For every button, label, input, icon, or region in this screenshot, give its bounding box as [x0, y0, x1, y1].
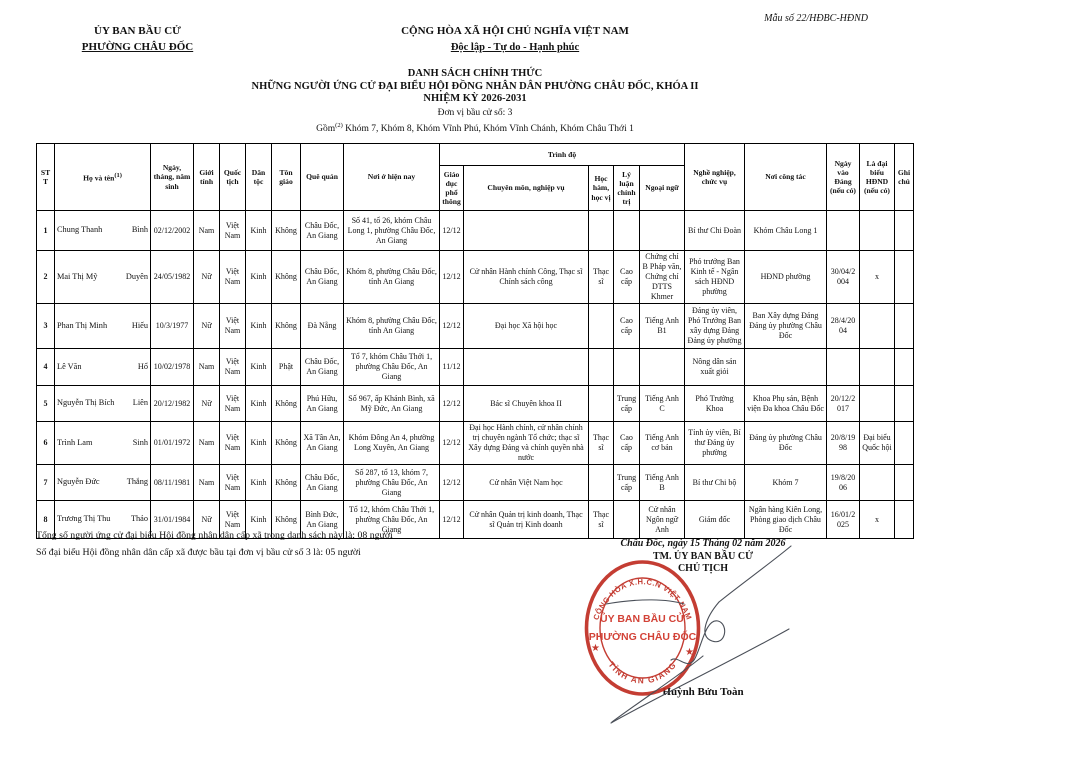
col-header-language: Ngoại ngữ	[640, 166, 685, 211]
cell-religion: Phật	[272, 349, 301, 386]
cell-politics: Cao cấp	[614, 422, 640, 465]
cell-hometown: Xã Tân An, An Giang	[301, 422, 344, 465]
cell-hometown: Phú Hữu, An Giang	[301, 386, 344, 422]
cell-council	[860, 465, 895, 501]
stamp-center-line2: PHƯỜNG CHÂU ĐỐC	[588, 631, 697, 643]
cell-party_date: 30/04/2004	[827, 251, 860, 304]
cell-occupation: Bí thư Chi bộ	[685, 465, 745, 501]
cell-religion: Không	[272, 422, 301, 465]
cell-name: Nguyễn Thị Bích Liên	[55, 386, 151, 422]
table-row	[37, 349, 914, 386]
col-header-hometown: Quê quán	[301, 144, 344, 211]
cell-gender: Nữ	[194, 304, 220, 349]
col-header-religion: Tôn giáo	[272, 144, 301, 211]
cell-religion: Không	[272, 251, 301, 304]
cell-residence: Khóm Đông An 4, phường Long Xuyên, An Giang	[344, 422, 440, 465]
cell-name: Lê Văn Hổ	[55, 349, 151, 386]
cell-ethnicity: Kinh	[246, 465, 272, 501]
cell-professional: Cử nhân Hành chính Công, Thạc sĩ Chính sách công	[464, 251, 589, 304]
cell-stt: 4	[37, 349, 55, 386]
cell-notes	[895, 211, 914, 251]
issuer-line1: ỦY BAN BẦU CỬ	[94, 25, 181, 37]
cell-workplace: Đảng ủy phường Châu Đốc	[745, 422, 827, 465]
form-number: Mẫu số 22/HĐBC-HĐND	[764, 13, 868, 24]
cell-residence: Tổ 7, khóm Châu Thới 1, phường Châu Đốc, An Giang	[344, 349, 440, 386]
cell-education: 12/12	[440, 251, 464, 304]
col-group-header: Trình độ	[440, 144, 685, 166]
cell-religion: Không	[272, 304, 301, 349]
cell-professional: Cử nhân Quản trị kinh doanh, Thạc sĩ Quản trị Kinh doanh	[464, 501, 589, 539]
cell-residence: Số 41, tổ 26, khóm Châu Long 1, phường Châu Đốc, An Giang	[344, 211, 440, 251]
cell-nationality: Việt Nam	[220, 386, 246, 422]
cell-gender: Nữ	[194, 251, 220, 304]
table-row	[37, 304, 914, 349]
cell-ethnicity: Kinh	[246, 501, 272, 539]
cell-party_date: 28/4/2004	[827, 304, 860, 349]
stamp-center-line1: ỦY BAN BẦU CỬ	[600, 613, 685, 625]
cell-hometown: Châu Đốc, An Giang	[301, 251, 344, 304]
cell-workplace: Khóm Châu Long 1	[745, 211, 827, 251]
cell-name: Trình Lam Sinh	[55, 422, 151, 465]
stamp-ring-text-top: CỘNG HÒA X.H.C.N VIỆT NAM	[591, 577, 694, 622]
cell-ethnicity: Kinh	[246, 386, 272, 422]
cell-council: x	[860, 501, 895, 539]
title-line1: DANH SÁCH CHÍNH THỨC	[407, 68, 543, 79]
cell-gender: Nữ	[194, 386, 220, 422]
cell-professional: Đại học Hành chính, cử nhân chính trị chuyên ngành Tổ chức; thạc sĩ Xây dựng Đảng và chính quyền nhà nước	[464, 422, 589, 465]
cell-language	[640, 211, 685, 251]
cell-language: Chứng chỉ B Pháp văn, Chứng chỉ DTTS Khmer	[640, 251, 685, 304]
title-block	[140, 68, 810, 136]
cell-professional: Bác sĩ Chuyên khoa II	[464, 386, 589, 422]
cell-stt: 2	[37, 251, 55, 304]
col-header-professional: Chuyên môn, nghiệp vụ	[464, 166, 589, 211]
cell-residence: Số 287, tổ 13, khóm 7, phường Châu Đốc, An Giang	[344, 465, 440, 501]
col-header-notes: Ghi chú	[895, 144, 914, 211]
cell-workplace	[745, 349, 827, 386]
cell-occupation: Đảng ủy viên, Phó Trưởng Ban xây dựng Đảng Đảng ủy phường	[685, 304, 745, 349]
national-header	[330, 24, 700, 55]
cell-occupation: Giám đốc	[685, 501, 745, 539]
cell-occupation: Tỉnh ủy viên, Bí thư Đảng ủy phường	[685, 422, 745, 465]
signer-name: Huỳnh Bửu Toàn	[662, 686, 744, 698]
table-row	[37, 251, 914, 304]
totals-line2: Số đại biểu Hội đồng nhân dân cấp xã được bầu tại đơn vị bầu cử số 3 là: 05 người	[36, 547, 361, 559]
cell-religion: Không	[272, 211, 301, 251]
cell-residence: Tổ 12, khóm Châu Thới 1, phường Châu Đốc, An Giang	[344, 501, 440, 539]
cell-politics	[614, 349, 640, 386]
cell-council	[860, 349, 895, 386]
cell-party_date: 20/8/1998	[827, 422, 860, 465]
table-row	[37, 211, 914, 251]
issuer-block	[40, 24, 235, 56]
col-header-stt: STT	[37, 144, 55, 211]
stamp-ring-text-bottom: TỈNH AN GIANG	[606, 660, 679, 686]
cell-stt: 7	[37, 465, 55, 501]
cell-politics: Cao cấp	[614, 251, 640, 304]
cell-religion: Không	[272, 386, 301, 422]
cell-academic	[589, 465, 614, 501]
cell-nationality: Việt Nam	[220, 465, 246, 501]
cell-politics: Trung cấp	[614, 386, 640, 422]
svg-text:TỈNH AN GIANG	[606, 660, 678, 685]
cell-name: Nguyễn Đức Thắng	[55, 465, 151, 501]
cell-council	[860, 386, 895, 422]
cell-academic	[589, 386, 614, 422]
national-motto-line1: CỘNG HÒA XÃ HỘI CHỦ NGHĨA VIỆT NAM	[401, 25, 629, 37]
cell-party_date	[827, 349, 860, 386]
cell-stt: 8	[37, 501, 55, 539]
cell-notes	[895, 251, 914, 304]
cell-notes	[895, 386, 914, 422]
cell-ethnicity: Kinh	[246, 211, 272, 251]
col-header-nationality: Quốc tịch	[220, 144, 246, 211]
cell-nationality: Việt Nam	[220, 304, 246, 349]
cell-education: 11/12	[440, 349, 464, 386]
cell-stt: 3	[37, 304, 55, 349]
cell-stt: 6	[37, 422, 55, 465]
cell-ethnicity: Kinh	[246, 422, 272, 465]
cell-residence: Số 967, ấp Khánh Bình, xã Mỹ Đức, An Giang	[344, 386, 440, 422]
cell-language: Cử nhân Ngôn ngữ Anh	[640, 501, 685, 539]
cell-occupation: Phó trưởng Ban Kinh tế - Ngân sách HĐND phường	[685, 251, 745, 304]
cell-academic: Thạc sĩ	[589, 501, 614, 539]
cell-stt: 5	[37, 386, 55, 422]
cell-education: 12/12	[440, 501, 464, 539]
title-unit-line: Đơn vị bầu cử số: 3	[437, 107, 513, 118]
cell-language: Tiếng Anh B1	[640, 304, 685, 349]
cell-stt: 1	[37, 211, 55, 251]
cell-name: Mai Thị Mỹ Duyên	[55, 251, 151, 304]
cell-politics: Cao cấp	[614, 304, 640, 349]
cell-religion: Không	[272, 501, 301, 539]
col-header-education: Giáo dục phổ thông	[440, 166, 464, 211]
stamp-star-left: ★	[591, 643, 600, 654]
cell-occupation: Phó Trưởng Khoa	[685, 386, 745, 422]
cell-academic	[589, 304, 614, 349]
cell-dob: 10/3/1977	[151, 304, 194, 349]
cell-professional	[464, 349, 589, 386]
cell-politics	[614, 501, 640, 539]
cell-nationality: Việt Nam	[220, 422, 246, 465]
cell-party_date	[827, 211, 860, 251]
cell-education: 12/12	[440, 422, 464, 465]
cell-party_date: 20/12/2017	[827, 386, 860, 422]
cell-language: Tiếng Anh B	[640, 465, 685, 501]
cell-academic: Thạc sĩ	[589, 251, 614, 304]
cell-workplace: Khóm 7	[745, 465, 827, 501]
national-motto-line2: Độc lập - Tự do - Hạnh phúc	[450, 41, 580, 53]
title-scope-line: Gồm$^{(2)}$ Khóm 7, Khóm 8, Khóm Vĩnh Phú, Khóm Vĩnh Chánh, Khóm Châu Thới 1	[316, 122, 634, 135]
table-row	[37, 422, 914, 465]
cell-dob: 08/11/1981	[151, 465, 194, 501]
cell-dob: 20/12/1982	[151, 386, 194, 422]
cell-gender: Nam	[194, 465, 220, 501]
cell-gender: Nam	[194, 422, 220, 465]
cell-ethnicity: Kinh	[246, 304, 272, 349]
cell-gender: Nam	[194, 211, 220, 251]
col-header-residence: Nơi ở hiện nay	[344, 144, 440, 211]
cell-dob: 24/05/1982	[151, 251, 194, 304]
cell-academic	[589, 349, 614, 386]
signature-date: Châu Đốc, ngày 15 Tháng 02 năm 2026	[620, 538, 786, 549]
cell-council	[860, 304, 895, 349]
cell-residence: Khóm 8, phường Châu Đốc, tỉnh An Giang	[344, 251, 440, 304]
cell-nationality: Việt Nam	[220, 349, 246, 386]
cell-hometown: Đà Nẵng	[301, 304, 344, 349]
cell-academic	[589, 211, 614, 251]
candidates-table	[36, 143, 914, 539]
cell-religion: Không	[272, 465, 301, 501]
col-header-gender: Giới tính	[194, 144, 220, 211]
cell-nationality: Việt Nam	[220, 251, 246, 304]
col-header-dob: Ngày, tháng, năm sinh	[151, 144, 194, 211]
cell-name: Phan Thị Minh Hiếu	[55, 304, 151, 349]
cell-academic: Thạc sĩ	[589, 422, 614, 465]
cell-hometown: Bình Đức, An Giang	[301, 501, 344, 539]
cell-gender: Nữ	[194, 501, 220, 539]
table-row	[37, 386, 914, 422]
col-header-council: Là đại biểu HĐND (nếu có)	[860, 144, 895, 211]
cell-nationality: Việt Nam	[220, 501, 246, 539]
cell-workplace: Ngân hàng Kiên Long, Phòng giao dịch Châu Đốc	[745, 501, 827, 539]
cell-gender: Nam	[194, 349, 220, 386]
candidates-table-wrap	[36, 143, 914, 539]
cell-notes	[895, 465, 914, 501]
cell-party_date: 19/8/2006	[827, 465, 860, 501]
cell-language	[640, 349, 685, 386]
cell-politics: Trung cấp	[614, 465, 640, 501]
cell-nationality: Việt Nam	[220, 211, 246, 251]
cell-council: x	[860, 251, 895, 304]
col-header-academic: Học hàm, học vị	[589, 166, 614, 211]
cell-workplace: Ban Xây dựng Đảng Đảng ủy phường Châu Đốc	[745, 304, 827, 349]
col-header-workplace: Nơi công tác	[745, 144, 827, 211]
cell-language: Tiếng Anh C	[640, 386, 685, 422]
cell-notes	[895, 422, 914, 465]
cell-name: Trương Thị Thu Thảo	[55, 501, 151, 539]
cell-politics	[614, 211, 640, 251]
cell-education: 12/12	[440, 386, 464, 422]
totals-block	[36, 527, 393, 561]
cell-notes	[895, 501, 914, 539]
cell-dob: 10/02/1978	[151, 349, 194, 386]
title-line3: NHIỆM KỲ 2026-2031	[423, 93, 527, 105]
cell-dob: 01/01/1972	[151, 422, 194, 465]
cell-residence: Khóm 8, phường Châu Đốc, tỉnh An Giang	[344, 304, 440, 349]
col-header-name: Họ và tên$^{(1)}$	[55, 144, 151, 211]
cell-professional: Cử nhân Việt Nam học	[464, 465, 589, 501]
cell-education: 12/12	[440, 304, 464, 349]
cell-council	[860, 211, 895, 251]
col-header-ethnicity: Dân tộc	[246, 144, 272, 211]
signature-role-line1: TM. ỦY BAN BẦU CỬ	[652, 551, 754, 562]
table-row	[37, 465, 914, 501]
cell-ethnicity: Kinh	[246, 251, 272, 304]
cell-hometown: Châu Đốc, An Giang	[301, 349, 344, 386]
col-header-politics: Lý luận chính trị	[614, 166, 640, 211]
stamp-star-right: ★	[685, 647, 694, 658]
title-line2: NHỮNG NGƯỜI ỨNG CỬ ĐẠI BIỂU HỘI ĐỒNG NHÂN DÂN PHƯỜNG CHÂU ĐỐC, KHÓA II	[251, 80, 699, 92]
cell-council: Đại biểu Quốc hội	[860, 422, 895, 465]
official-stamp	[578, 556, 710, 704]
totals-line1: Tổng số người ứng cử đại biểu Hội đồng nhân dân cấp xã trong danh sách này là: 08 người	[36, 530, 393, 541]
signature-role-line2: CHỦ TỊCH	[677, 563, 729, 574]
cell-dob: 02/12/2002	[151, 211, 194, 251]
col-header-occupation: Nghề nghiệp, chức vụ	[685, 144, 745, 211]
cell-notes	[895, 349, 914, 386]
cell-education: 12/12	[440, 211, 464, 251]
cell-professional: Đại học Xã hội học	[464, 304, 589, 349]
cell-ethnicity: Kinh	[246, 349, 272, 386]
cell-workplace: HĐND phường	[745, 251, 827, 304]
cell-language: Tiếng Anh cơ bản	[640, 422, 685, 465]
cell-hometown: Châu Đốc, An Giang	[301, 465, 344, 501]
cell-hometown: Châu Đốc, An Giang	[301, 211, 344, 251]
cell-education: 12/12	[440, 465, 464, 501]
cell-professional	[464, 211, 589, 251]
cell-occupation: Nông dân sản xuất giỏi	[685, 349, 745, 386]
cell-notes	[895, 304, 914, 349]
cell-occupation: Bí thư Chi Đoàn	[685, 211, 745, 251]
cell-dob: 31/01/1984	[151, 501, 194, 539]
cell-name: Chung Thanh Bình	[55, 211, 151, 251]
issuer-line2: PHƯỜNG CHÂU ĐỐC	[81, 40, 194, 53]
cell-workplace: Khoa Phụ sản, Bệnh viện Đa khoa Châu Đốc	[745, 386, 827, 422]
cell-party_date: 16/01/2025	[827, 501, 860, 539]
col-header-party_date: Ngày vào Đảng (nếu có)	[827, 144, 860, 211]
